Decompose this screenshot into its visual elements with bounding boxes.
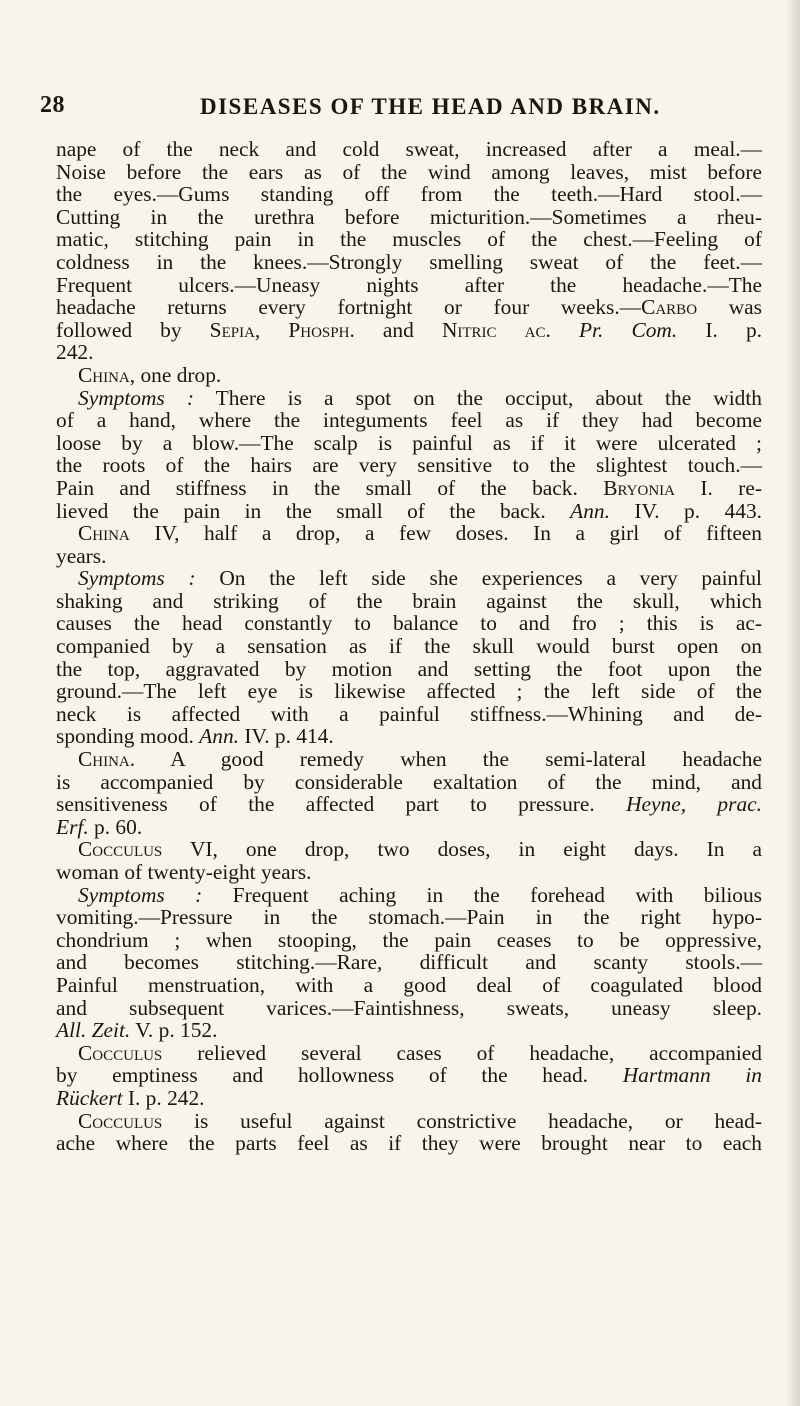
remedy-name: China bbox=[78, 521, 130, 546]
text-segment: of a hand, where the integuments feel as if they had become bbox=[56, 408, 762, 433]
text-segment: vomiting.—Pressure in the stomach.—Pain in the right hypo- bbox=[56, 905, 762, 930]
text-line bbox=[56, 500, 762, 523]
text-segment: On the left side she experiences a very painful bbox=[195, 566, 763, 591]
text-segment: 242. bbox=[56, 340, 94, 365]
text-segment: is useful against constrictive headache, or head- bbox=[162, 1108, 762, 1133]
text-segment: Noise before the ears as of the wind among leaves, mist before bbox=[56, 159, 762, 184]
text-segment: I. p. 242. bbox=[122, 1085, 205, 1110]
remedy-name: Cocculus bbox=[78, 837, 163, 862]
text-line bbox=[56, 884, 762, 907]
remedy-name: Phosph. bbox=[288, 317, 355, 342]
remedy-name: Cocculus bbox=[78, 1108, 163, 1133]
text-line bbox=[56, 725, 762, 748]
text-line bbox=[56, 951, 762, 974]
text-segment: p. 60. bbox=[88, 814, 143, 839]
text-segment: IV. p. 414. bbox=[239, 724, 334, 749]
remedy-name: Carbo bbox=[641, 295, 698, 320]
text-segment: by emptiness and hollowness of the head. bbox=[56, 1063, 623, 1088]
text-segment: ache where the parts feel as if they were brought near to each bbox=[56, 1131, 762, 1156]
text-segment: Frequent ulcers.—Uneasy nights after the headache.—The bbox=[56, 272, 762, 297]
text-line bbox=[56, 341, 762, 364]
italic-text: Ann. bbox=[570, 498, 610, 523]
italic-text: Pr. Com. bbox=[578, 317, 678, 342]
text-segment: the eyes.—Gums standing off from the teeth.—Hard stool.— bbox=[56, 182, 762, 207]
text-line bbox=[56, 590, 762, 613]
page-number: 28 bbox=[40, 92, 65, 118]
text-segment: neck is affected with a painful stiffness.—Whining and de- bbox=[56, 701, 762, 726]
text-segment: . A good remedy when the semi-lateral headache bbox=[129, 747, 762, 772]
text-segment: nape of the neck and cold sweat, increased after a meal.— bbox=[56, 137, 762, 161]
text-segment: and becomes stitching.—Rare, difficult and scanty stools.— bbox=[56, 950, 762, 975]
text-line bbox=[56, 409, 762, 432]
text-segment bbox=[551, 318, 579, 342]
text-segment: companied by a sensation as if the skull would burst open on bbox=[56, 634, 762, 659]
text-line bbox=[56, 861, 762, 884]
text-segment: I. re- bbox=[674, 475, 762, 500]
text-line bbox=[56, 251, 762, 274]
text-line bbox=[56, 1019, 762, 1042]
remedy-name: Cocculus bbox=[78, 1040, 163, 1065]
text-line bbox=[56, 703, 762, 726]
remedy-name: Bryonia bbox=[603, 475, 675, 500]
text-line bbox=[56, 748, 762, 771]
text-line bbox=[56, 612, 762, 635]
text-segment: Frequent aching in the forehead with bilious bbox=[202, 882, 763, 907]
text-line bbox=[56, 206, 762, 229]
text-line bbox=[56, 680, 762, 703]
text-line bbox=[56, 138, 762, 161]
text-line bbox=[56, 1110, 762, 1133]
italic-text: Hartmann in bbox=[622, 1063, 762, 1088]
text-line bbox=[56, 545, 762, 568]
text-segment: relieved several cases of headache, accompanied bbox=[162, 1040, 762, 1065]
remedy-name: Sepia bbox=[209, 317, 255, 342]
text-line bbox=[56, 635, 762, 658]
text-segment: chondrium ; when stooping, the pain ceases to be oppressive, bbox=[56, 927, 762, 952]
text-segment: lieved the pain in the small of the back. bbox=[56, 498, 571, 523]
text-segment: sensitiveness of the affected part to pressure. bbox=[56, 792, 627, 817]
text-segment: coldness in the knees.—Strongly smelling sweat of the feet.— bbox=[56, 249, 762, 274]
text-line bbox=[56, 816, 762, 839]
text-segment: loose by a blow.—The scalp is painful as if it were ulcerated ; bbox=[56, 430, 762, 455]
text-line bbox=[56, 364, 762, 387]
text-segment: Pain and stiffness in the small of the back. bbox=[56, 475, 604, 500]
text-line bbox=[56, 161, 762, 184]
text-segment: causes the head constantly to balance to and fro ; this is ac- bbox=[56, 611, 762, 636]
text-segment: Painful menstruation, with a good deal of coagulated blood bbox=[56, 972, 762, 997]
remedy-name: Nitric ac. bbox=[441, 317, 551, 342]
italic-text: All. Zeit. bbox=[56, 1018, 131, 1043]
italic-text: Symptoms : bbox=[78, 882, 203, 907]
text-segment: and subsequent varices.—Faintishness, sweats, uneasy sleep. bbox=[56, 995, 762, 1020]
italic-text: Symptoms : bbox=[78, 566, 196, 591]
remedy-name: China bbox=[78, 747, 130, 772]
text-segment: There is a spot on the occiput, about the width bbox=[193, 385, 763, 410]
text-segment: the top, aggravated by motion and setting the foot upon the bbox=[56, 656, 762, 681]
text-line bbox=[56, 454, 762, 477]
italic-text: Rückert bbox=[56, 1085, 123, 1110]
text-segment: years. bbox=[56, 543, 107, 568]
italic-text: Ann. bbox=[199, 724, 240, 749]
text-line bbox=[56, 1042, 762, 1065]
text-line bbox=[56, 522, 762, 545]
text-segment: woman of twenty-eight years. bbox=[56, 860, 312, 884]
text-segment: headache returns every fortnight or four weeks.— bbox=[56, 295, 642, 320]
text-segment: V. p. 152. bbox=[130, 1018, 218, 1043]
text-line bbox=[56, 1132, 762, 1155]
text-line bbox=[56, 228, 762, 251]
text-segment: sponding mood. bbox=[56, 724, 200, 749]
text-segment: , one drop. bbox=[129, 362, 222, 387]
text-segment: Cutting in the urethra before micturition.—Sometimes a rheu- bbox=[56, 204, 762, 229]
text-line bbox=[56, 1064, 762, 1087]
text-line bbox=[56, 906, 762, 929]
text-line bbox=[56, 432, 762, 455]
scan-edge bbox=[786, 0, 800, 1406]
text-segment: IV. p. 443. bbox=[609, 498, 762, 523]
text-segment: IV, half a drop, a few doses. In a girl of fifteen bbox=[129, 521, 762, 546]
text-line bbox=[56, 387, 762, 410]
text-segment: , bbox=[254, 317, 289, 342]
italic-text: Erf. bbox=[56, 814, 89, 839]
text-line bbox=[56, 183, 762, 206]
text-line bbox=[56, 296, 762, 319]
text-line bbox=[56, 274, 762, 297]
text-line bbox=[56, 929, 762, 952]
text-line bbox=[56, 974, 762, 997]
text-segment: was bbox=[697, 295, 762, 320]
text-segment: is accompanied by considerable exaltation of the mind, and bbox=[56, 769, 762, 794]
text-line bbox=[56, 567, 762, 590]
text-line bbox=[56, 319, 762, 342]
text-line bbox=[56, 771, 762, 794]
text-segment: matic, stitching pain in the muscles of the chest.—Feeling of bbox=[56, 227, 762, 252]
text-line bbox=[56, 658, 762, 681]
text-segment: and bbox=[354, 317, 442, 342]
italic-text: Heyne, prac. bbox=[626, 792, 762, 817]
text-segment: ground.—The left eye is likewise affected ; the left side of the bbox=[56, 679, 762, 704]
text-segment: shaking and striking of the brain against the skull, which bbox=[56, 588, 762, 613]
text-line bbox=[56, 793, 762, 816]
remedy-name: China bbox=[78, 362, 130, 387]
text-line bbox=[56, 838, 762, 861]
text-segment: I. p. bbox=[677, 317, 762, 342]
text-line bbox=[56, 477, 762, 500]
text-segment: followed by bbox=[56, 317, 210, 342]
text-segment: VI, one drop, two doses, in eight days. In a bbox=[162, 837, 762, 862]
italic-text: Symptoms : bbox=[78, 385, 194, 410]
text-segment: the roots of the hairs are very sensitive to the slightest touch.— bbox=[56, 453, 762, 478]
text-line bbox=[56, 997, 762, 1020]
page-header bbox=[40, 92, 760, 126]
body-text bbox=[56, 138, 762, 1155]
running-head: DISEASES OF THE HEAD AND BRAIN. bbox=[200, 94, 661, 119]
text-line bbox=[56, 1087, 762, 1110]
